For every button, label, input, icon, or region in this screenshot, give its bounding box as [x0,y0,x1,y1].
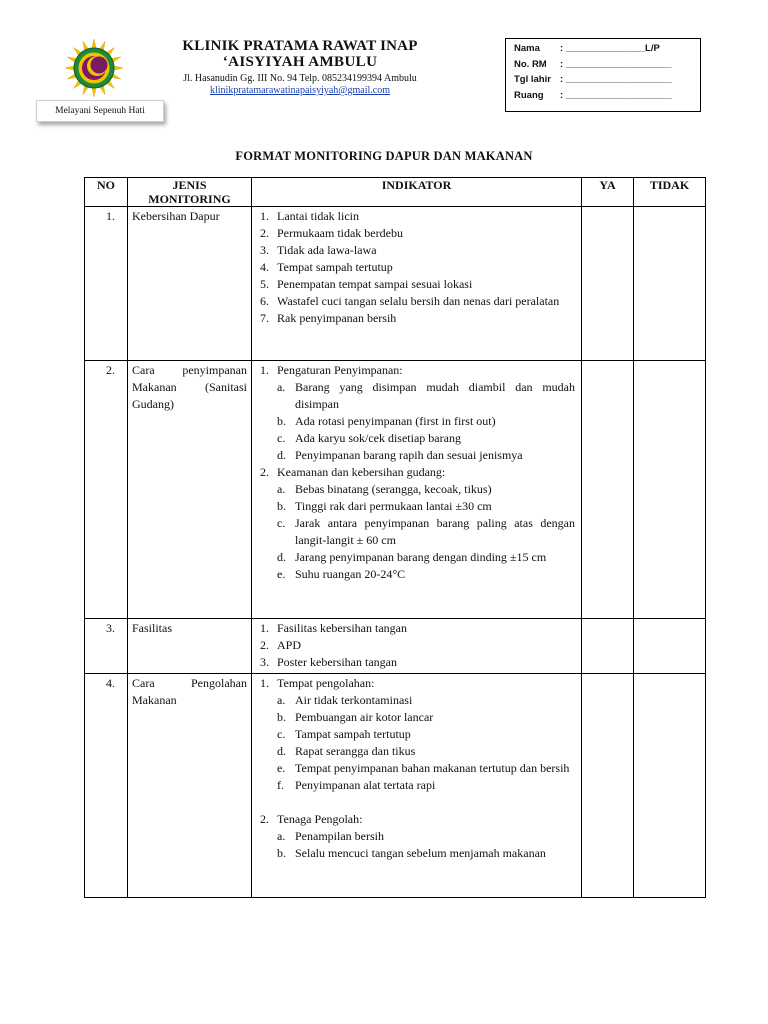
table-row [85,207,706,361]
checkbox-cell-tidak[interactable] [634,361,706,619]
indicator-number: 1. [260,676,269,690]
indicator-item [258,620,575,637]
indicator-number: 1. [260,621,269,635]
sub-indicator-item [258,379,575,413]
table-row [85,361,706,619]
sub-indicator-text: Barang yang disimpan mudah diambil dan mudah disimpan [295,380,575,411]
sub-indicator-item [258,498,575,515]
row-number: 1. [85,207,128,361]
checkbox-cell-tidak[interactable] [634,207,706,361]
patient-field-dob[interactable]: Tgl lahir : ____________________ [514,74,672,85]
indicator-text: Tempat pengolahan: [277,676,375,690]
patient-info-box [505,38,701,112]
checkbox-cell-tidak[interactable] [634,619,706,674]
indicator-item [258,811,575,828]
row-monitoring-type: Fasilitas [128,619,252,674]
sub-indicator-letter: d. [277,744,286,758]
indicator-number: 2. [260,812,269,826]
sub-indicator-text: Air tidak terkontaminasi [295,693,413,707]
sub-indicator-text: Tampat sampah tertutup [295,727,411,741]
row-indicators [252,674,582,898]
row-monitoring-type: Cara Pengolahan Makanan [128,674,252,898]
sub-indicator-item [258,430,575,447]
indicator-item [258,242,575,259]
indicator-number: 3. [260,655,269,669]
checkbox-cell-tidak[interactable] [634,674,706,898]
sub-indicator-letter: a. [277,380,286,394]
sub-indicator-letter: a. [277,693,286,707]
row-number: 3. [85,619,128,674]
clinic-name: KLINIK PRATAMA RAWAT INAP [182,38,418,54]
sub-indicator-item [258,692,575,709]
sub-indicator-text: Ada karyu sok/cek disetiap barang [295,431,461,445]
sub-indicator-item [258,566,575,583]
clinic-address: Jl. Hasanudin Gg. III No. 94 Telp. 085234199394 Ambulu [183,73,417,84]
tagline-label: Melayani Sepenuh Hati [36,100,164,122]
sub-indicator-letter: b. [277,710,286,724]
sub-indicator-text: Penyimpanan barang rapih dan sesuai jenismya [295,448,523,462]
checkbox-cell-ya[interactable] [582,674,634,898]
indicator-number: 7. [260,311,269,325]
sub-indicator-text: Selalu mencuci tangan sebelum menjamah makanan [295,846,546,860]
indicator-number: 5. [260,277,269,291]
indicator-number: 2. [260,465,269,479]
sub-indicator-item [258,777,575,794]
indicator-item [258,259,575,276]
indicator-text: Tempat sampah tertutup [277,260,393,274]
indicator-item [258,276,575,293]
checkbox-cell-ya[interactable] [582,619,634,674]
col-header-jenis: JENIS MONITORING [128,178,252,207]
row-indicators [252,619,582,674]
indicator-text: Fasilitas kebersihan tangan [277,621,407,635]
indicator-number: 2. [260,226,269,240]
clinic-header [150,38,450,97]
indicator-item [258,654,575,671]
clinic-subtitle: ‘AISYIYAH AMBULU [222,54,378,70]
sub-indicator-item [258,845,575,862]
sub-indicator-letter: c. [277,727,286,741]
table-row [85,619,706,674]
sub-indicator-text: Suhu ruangan 20-24°C [295,567,406,581]
indicator-text: Lantai tidak licin [277,209,359,223]
indicator-text: Tenaga Pengolah: [277,812,363,826]
form-title: FORMAT MONITORING DAPUR DAN MAKANAN [235,149,533,163]
sub-indicator-letter: b. [277,499,286,513]
indicator-spacer [258,794,575,811]
monitoring-table [84,177,706,898]
sub-indicator-letter: a. [277,829,286,843]
sub-indicator-item [258,709,575,726]
sub-indicator-text: Pembuangan air kotor lancar [295,710,434,724]
col-header-no: NO [85,178,128,207]
indicator-item [258,637,575,654]
sub-indicator-letter: c. [277,431,286,445]
row-indicators [252,207,582,361]
table-header-row [85,178,706,207]
indicator-item [258,675,575,692]
sub-indicator-text: Penampilan bersih [295,829,384,843]
table-row [85,674,706,898]
sub-indicator-text: Penyimpanan alat tertata rapi [295,778,436,792]
checkbox-cell-ya[interactable] [582,361,634,619]
indicator-text: Pengaturan Penyimpanan: [277,363,403,377]
indicator-number: 4. [260,260,269,274]
indicator-item [258,225,575,242]
indicator-text: Rak penyimpanan bersih [277,311,397,325]
sub-indicator-text: Bebas binatang (serangga, kecoak, tikus) [295,482,492,496]
row-indicators [252,361,582,619]
sub-indicator-letter: d. [277,550,286,564]
indicator-number: 6. [260,294,269,308]
row-number: 4. [85,674,128,898]
sub-indicator-letter: b. [277,846,286,860]
sub-indicator-letter: a. [277,482,286,496]
sub-indicator-text: Rapat serangga dan tikus [295,744,416,758]
indicator-number: 2. [260,638,269,652]
checkbox-cell-ya[interactable] [582,207,634,361]
indicator-text: Keamanan dan kebersihan gudang: [277,465,446,479]
sub-indicator-text: Tempat penyimpanan bahan makanan tertutup dan bersih [295,761,570,775]
sub-indicator-item [258,447,575,464]
sub-indicator-item [258,481,575,498]
sub-indicator-item [258,760,575,777]
indicator-item [258,464,575,481]
indicator-number: 1. [260,209,269,223]
row-monitoring-type: Cara penyimpanan Makanan (Sanitasi Gudang) [128,361,252,619]
sub-indicator-item [258,828,575,845]
sub-indicator-letter: d. [277,448,286,462]
indicator-number: 1. [260,363,269,377]
col-header-tidak: TIDAK [634,178,706,207]
sub-indicator-letter: b. [277,414,286,428]
indicator-text: Wastafel cuci tangan selalu bersih dan nenas dari peralatan [277,294,560,308]
sub-indicator-text: Jarang penyimpanan barang dengan dinding ±15 cm [295,550,547,564]
indicator-text: Tidak ada lawa-lawa [277,243,377,257]
patient-field-rm[interactable]: No. RM : ____________________ [514,59,672,70]
sub-indicator-letter: f. [277,778,284,792]
indicator-item [258,362,575,379]
indicator-item [258,310,575,327]
clinic-email-link[interactable]: klinikpratamarawatinapaisyiyah@gmail.com [210,85,390,96]
sub-indicator-text: Tinggi rak dari permukaan lantai ±30 cm [295,499,492,513]
patient-field-room[interactable]: Ruang : ____________________ [514,90,672,101]
col-header-indikator: INDIKATOR [252,178,582,207]
sub-indicator-item [258,413,575,430]
sub-indicator-item [258,726,575,743]
row-monitoring-type: Kebersihan Dapur [128,207,252,361]
indicator-item [258,208,575,225]
aisyiyah-logo-icon [64,38,124,98]
indicator-item [258,293,575,310]
sub-indicator-text: Ada rotasi penyimpanan (first in first out) [295,414,496,428]
indicator-text: APD [277,638,302,652]
sub-indicator-item [258,515,575,549]
col-header-ya: YA [582,178,634,207]
sub-indicator-letter: c. [277,516,286,530]
patient-field-name[interactable]: Nama : _______________L/P [514,43,660,54]
sub-indicator-text: Jarak antara penyimpanan barang paling atas dengan langit-langit ± 60 cm [295,516,575,547]
sub-indicator-item [258,743,575,760]
row-number: 2. [85,361,128,619]
sub-indicator-item [258,549,575,566]
sub-indicator-letter: e. [277,761,286,775]
indicator-text: Penempatan tempat sampai sesuai lokasi [277,277,473,291]
sub-indicator-letter: e. [277,567,286,581]
indicator-number: 3. [260,243,269,257]
indicator-text: Poster kebersihan tangan [277,655,397,669]
indicator-text: Permukaam tidak berdebu [277,226,403,240]
